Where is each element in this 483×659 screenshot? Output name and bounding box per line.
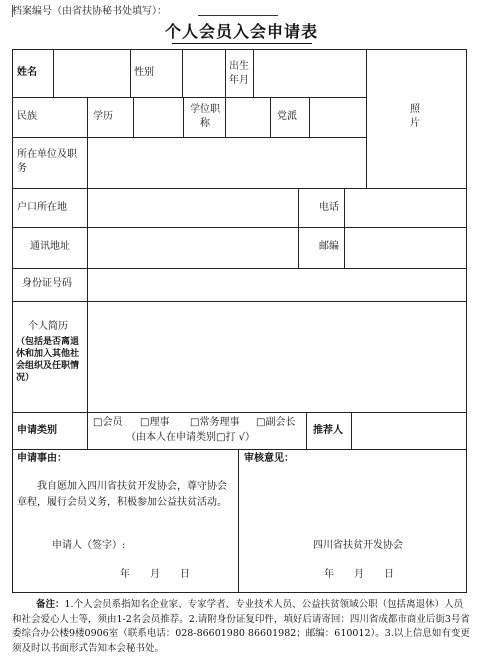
referrer-label: 推荐人 <box>313 425 343 436</box>
apply-type-label: 申请类别 <box>17 425 57 436</box>
name-label: 姓名 <box>17 67 37 78</box>
idcard-label: 身份证号码 <box>22 278 72 289</box>
date-left: 年 月 日 <box>120 569 190 580</box>
notes-label: 备注： <box>36 599 65 610</box>
association-name: 四川省扶贫开发协会 <box>313 540 403 551</box>
review-label: 审核意见： <box>244 453 294 464</box>
form-title: 个人会员入会申请表 <box>164 22 318 41</box>
address-label: 通讯地址 <box>30 241 70 252</box>
notes-text: 1.个人会员系指知名企业家、专家学者、专业技术人员、公益扶贫领域公职（包括离退休）人员和社会爱心人士等，须由1-2名会员推荐。2.请附身份证复印件，填好后请寄回：四川省成都市商业后街3号省委综合办公楼9楼0906室（联系电话：028-86601980 86601982；邮编：610012）。3.以上信息如有变更须及时以书面形式告知本会秘书处。 <box>12 599 470 655</box>
archive-number-label: 档案编号（由省扶协秘书处填写）： <box>12 6 167 17</box>
apply-option-member[interactable]: □会员 <box>93 417 123 428</box>
apply-option-vice-president[interactable]: □副会长 <box>256 417 296 428</box>
applicant-sign-label: 申请人（签字）: <box>52 540 126 551</box>
phone-label: 电话 <box>319 202 339 213</box>
party-label: 党派 <box>277 111 297 122</box>
workplace-label: 所在单位及职务 <box>17 149 77 174</box>
reason-text: 我自愿加入四川省扶贫开发协会，尊守协会章程，履行会员义务，积极参加公益扶贫活动。 <box>17 481 227 508</box>
postcode-label: 邮编 <box>319 241 339 252</box>
date-right: 年 月 日 <box>324 569 394 580</box>
residence-label: 户口所在地 <box>17 202 67 213</box>
apply-type-hint: （由本人在申请类别□打 √） <box>126 432 255 443</box>
gender-label: 性别 <box>134 67 154 78</box>
apply-option-director[interactable]: □理事 <box>140 417 170 428</box>
ethnicity-label: 民族 <box>17 111 37 122</box>
resume-label: 个人简历 <box>28 321 68 332</box>
degree-label: 学位职称 <box>190 104 220 129</box>
photo-label: 照片 <box>410 104 420 129</box>
notes <box>12 598 472 657</box>
resume-note: （包括是否离退休和加入其他社会组织及任职情况） <box>16 337 80 384</box>
apply-option-standing-director[interactable]: □常务理事 <box>190 417 240 428</box>
reason-label: 申请事由： <box>17 453 67 464</box>
education-label: 学历 <box>93 111 113 122</box>
birth-label: 出生年月 <box>229 61 249 86</box>
